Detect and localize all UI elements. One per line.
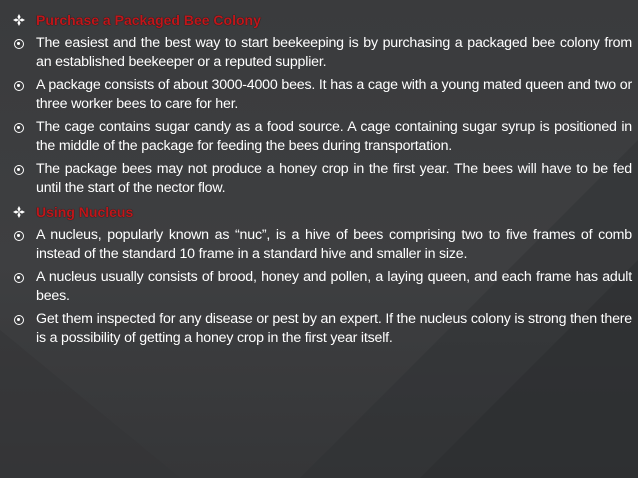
- list-item-text: The package bees may not produce a honey crop in the first year. The bees will have to be fed until the start of the nector flow.: [36, 161, 632, 196]
- ring-bullet-icon: [12, 229, 26, 243]
- four-diamond-icon: [12, 13, 26, 27]
- list-item: [12, 34, 632, 72]
- ring-bullet-icon: [12, 313, 26, 327]
- ring-bullet-icon: [12, 163, 26, 177]
- list-item-text: Get them inspected for any disease or pest by an expert. If the nucleus colony is strong then there is a possibility of getting a honey crop in the first year itself.: [36, 311, 632, 346]
- list-item-text: A nucleus, popularly known as “nuc”, is a hive of bees comprising two to five frames of comb instead of the standard 10 frame in a standard hive and smaller in size.: [36, 227, 632, 262]
- heading-using-nucleus: [12, 202, 632, 222]
- list-item: [12, 160, 632, 198]
- ring-bullet-icon: [12, 37, 26, 51]
- bullet-list: [12, 10, 632, 352]
- list-item: [12, 76, 632, 114]
- list-item-text: The cage contains sugar candy as a food source. A cage containing sugar syrup is positioned in the middle of the package for feeding the bees during transportation.: [36, 119, 632, 154]
- heading-purchase-packaged-colony: [12, 10, 632, 30]
- ring-bullet-icon: [12, 79, 26, 93]
- list-item-text: A nucleus usually consists of brood, honey and pollen, a laying queen, and each frame has adult bees.: [36, 269, 632, 304]
- list-item: [12, 310, 632, 348]
- ring-bullet-icon: [12, 121, 26, 135]
- list-item: [12, 118, 632, 156]
- list-item: [12, 226, 632, 264]
- list-item-text: The easiest and the best way to start beekeeping is by purchasing a packaged bee colony from an established beekeeper or a reputed supplier.: [36, 35, 632, 70]
- ring-bullet-icon: [12, 271, 26, 285]
- heading-text: Purchase a Packaged Bee Colony: [36, 12, 261, 28]
- list-item: [12, 268, 632, 306]
- list-item-text: A package consists of about 3000-4000 bees. It has a cage with a young mated queen and two or three worker bees to care for her.: [36, 77, 632, 112]
- four-diamond-icon: [12, 205, 26, 219]
- heading-text: Using Nucleus: [36, 204, 134, 220]
